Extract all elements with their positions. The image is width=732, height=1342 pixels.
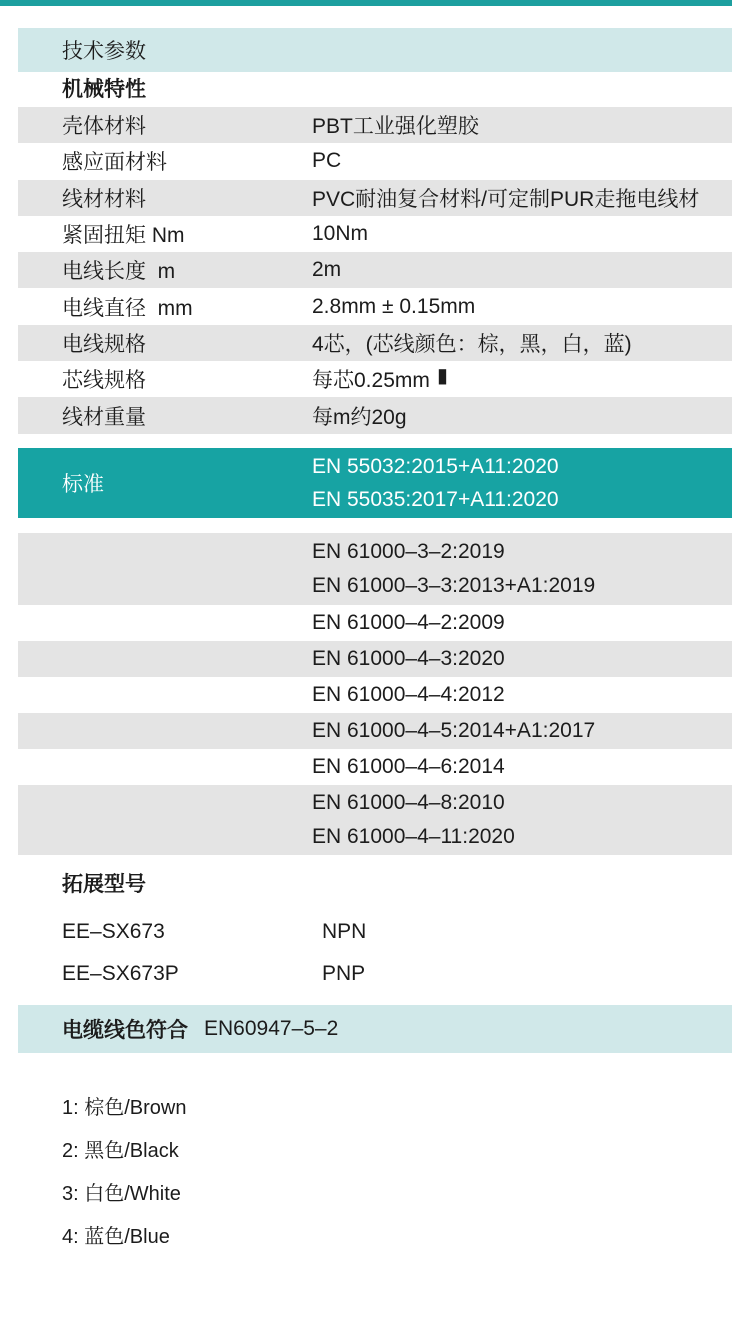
spec-row-cable-length: [18, 252, 732, 288]
standards-group: [18, 713, 732, 749]
cable-color-standard-code: EN60947–5–2: [204, 1016, 339, 1040]
model-row: [0, 953, 732, 995]
standard-line: EN 55035:2017+A11:2020: [312, 487, 559, 511]
standard-line: EN 61000–4–6:2014: [312, 754, 505, 778]
spec-label: 电线长度 m: [62, 260, 176, 284]
spec-label: 芯线规格: [62, 369, 146, 393]
standards-header-lines: [312, 450, 732, 516]
standards-header-block: [18, 448, 732, 518]
spec-value: 2.8mm ± 0.15mm: [312, 294, 476, 318]
section-header-tech-params: [18, 28, 732, 72]
spec-row-wire-spec: [18, 325, 732, 361]
spec-label: 电线规格: [62, 332, 146, 356]
model-output-type: PNP: [322, 961, 366, 985]
standard-line: EN 61000–4–4:2012: [312, 682, 505, 706]
spec-value-text: 每芯0.25mm: [312, 369, 430, 393]
spec-label: 紧固扭矩 Nm: [62, 224, 185, 248]
spec-label: 电线直径 mm: [62, 296, 193, 320]
spec-label: 线材重量: [62, 405, 146, 429]
standard-line: EN 61000–4–8:2010: [312, 790, 505, 814]
spec-value: [312, 364, 732, 394]
spec-row-housing-material: [18, 107, 732, 143]
spec-row-core-spec: [18, 361, 732, 397]
cable-color-label: 电缆线色符合: [62, 1018, 188, 1042]
spec-value: 10Nm: [312, 222, 369, 246]
standards-label: 标准: [62, 472, 104, 496]
model-name: EE–SX673P: [62, 961, 179, 985]
extended-models-title: 拓展型号: [62, 872, 146, 896]
spec-value: 4芯，(芯线颜色：棕，黑，白，蓝): [312, 332, 632, 356]
standard-line: EN 61000–3–2:2019: [312, 539, 505, 563]
top-accent-bar: [0, 0, 732, 6]
wire-color-item: 2: 黑色/Black: [62, 1139, 179, 1162]
wire-color-item: 1: 棕色/Brown: [62, 1096, 187, 1119]
cable-color-header: [18, 1005, 732, 1053]
spec-row-cable-material: [18, 180, 732, 216]
standard-line: EN 61000–4–3:2020: [312, 646, 505, 670]
spec-value: 2m: [312, 258, 342, 282]
spec-value: PVC耐油复合材料/可定制PUR走拖电线材: [312, 187, 700, 211]
standard-line: EN 55032:2015+A11:2020: [312, 454, 559, 478]
standard-line: EN 61000–4–11:2020: [312, 824, 515, 848]
standards-group: [18, 641, 732, 677]
spec-value: PBT工业强化塑胶: [312, 115, 479, 139]
spec-label: 线材材料: [62, 187, 146, 211]
spec-row-cable-weight: [18, 397, 732, 433]
tech-params-title: 技术参数: [62, 40, 146, 63]
spec-label: 壳体材料: [62, 115, 146, 139]
wire-color-item: 4: 蓝色/Blue: [62, 1225, 170, 1248]
model-output-type: NPN: [322, 919, 367, 943]
model-row: [0, 911, 732, 953]
spec-row-sensing-face-material: [18, 143, 732, 179]
spec-value: 每m约20g: [312, 405, 407, 429]
spec-row-tightening-torque: [18, 216, 732, 252]
wire-color-item: 3: 白色/White: [62, 1182, 181, 1205]
standards-group: [18, 533, 732, 605]
standards-group: [18, 677, 732, 713]
missing-glyph-box: ▮: [436, 365, 448, 388]
standard-line: EN 61000–3–3:2013+A1:2019: [312, 573, 596, 597]
standards-group: [18, 749, 732, 785]
standards-group: [18, 785, 732, 855]
standards-list: [0, 533, 732, 855]
spec-label: 感应面材料: [62, 151, 167, 175]
spec-value: PC: [312, 149, 342, 173]
wire-color-list: [0, 1087, 732, 1259]
spec-row-cable-diameter: [18, 288, 732, 324]
standard-line: EN 61000–4–5:2014+A1:2017: [312, 718, 596, 742]
model-name: EE–SX673: [62, 919, 165, 943]
mechanical-section-title: 机械特性: [62, 78, 146, 101]
extended-models-list: [0, 911, 732, 995]
standard-line: EN 61000–4–2:2009: [312, 610, 505, 634]
standards-group: [18, 605, 732, 641]
